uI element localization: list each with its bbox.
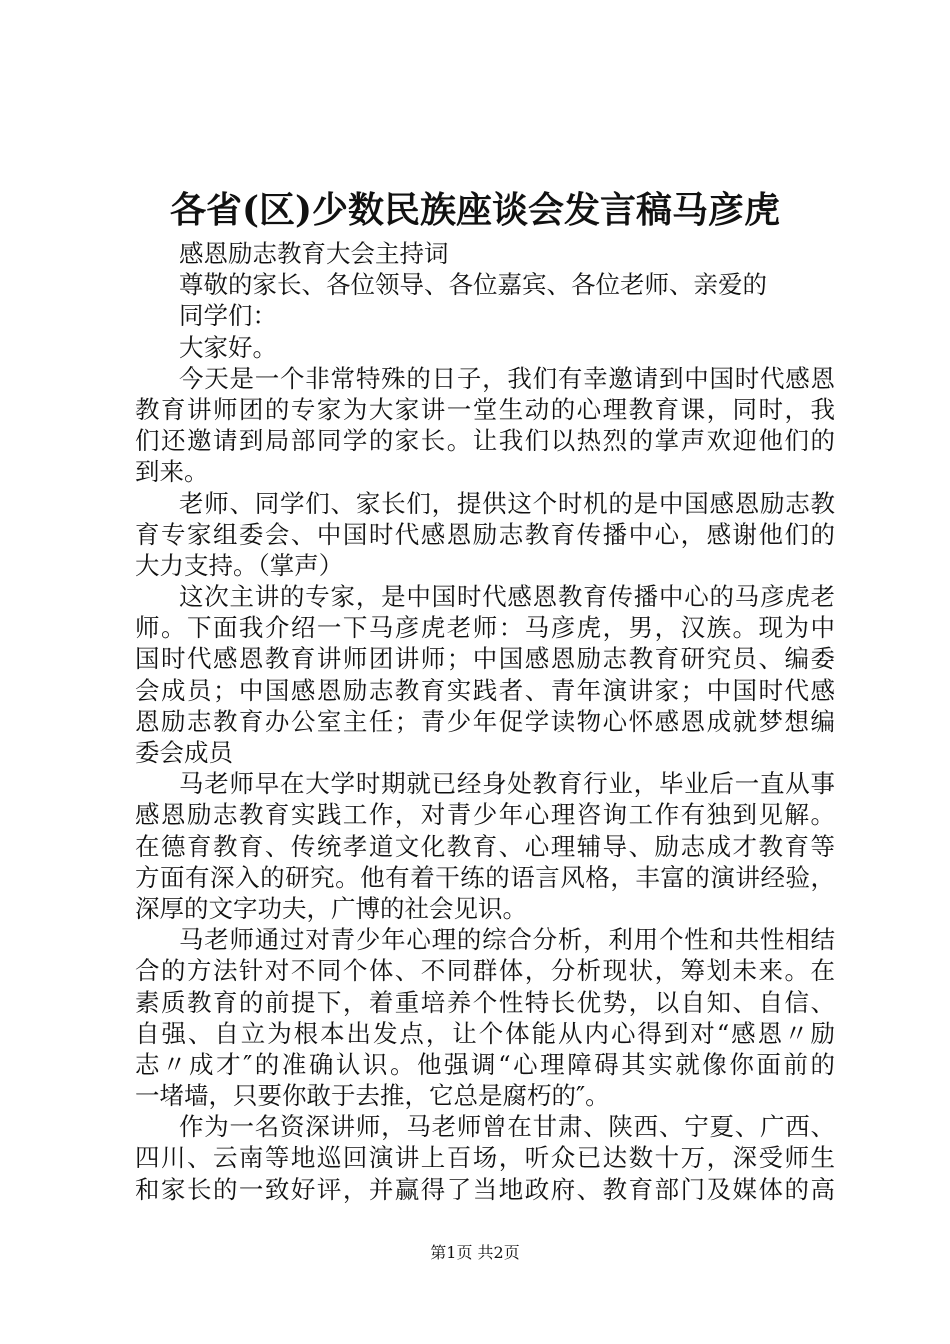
text-line: 方面有深入的研究。他有着干练的语言风格，丰富的演讲经验，	[135, 862, 835, 892]
text-line: 合的方法针对不同个体、不同群体，分析现状，筹划未来。在	[135, 956, 835, 986]
text-line: 恩励志教育办公室主任；青少年促学读物心怀感恩成就梦想编	[135, 706, 835, 736]
text-line: 在德育教育、传统孝道文化教育、心理辅导、励志成才教育等	[135, 831, 835, 861]
text-line: 会成员；中国感恩励志教育实践者、青年演讲家；中国时代感	[135, 675, 835, 705]
document-title: 各省(区)少数民族座谈会发言稿马彦虎	[169, 189, 781, 231]
text-line: 和家长的一致好评，并赢得了当地政府、教育部门及媒体的高	[135, 1174, 835, 1204]
text-line: 国时代感恩教育讲师团讲师；中国感恩励志教育研究员、编委	[135, 644, 835, 674]
text-line: 大家好。	[179, 332, 277, 362]
text-line: 今天是一个非常特殊的日子，我们有幸邀请到中国时代感恩	[179, 363, 835, 393]
text-line: 作为一名资深讲师，马老师曾在甘肃、陕西、宁夏、广西、	[179, 1112, 835, 1142]
text-line: 教育讲师团的专家为大家讲一堂生动的心理教育课，同时，我	[135, 394, 835, 424]
text-line: 到来。	[135, 457, 209, 487]
text-line: 马老师通过对青少年心理的综合分析，利用个性和共性相结	[179, 925, 835, 955]
text-line: 志〃成才″的准确认识。他强调“心理障碍其实就像你面前的	[135, 1049, 835, 1079]
text-line: 四川、云南等地巡回演讲上百场，听众已达数十万，深受师生	[135, 1143, 835, 1173]
text-line: 育专家组委会、中国时代感恩励志教育传播中心，感谢他们的	[135, 519, 835, 549]
text-line: 这次主讲的专家，是中国时代感恩教育传播中心的马彦虎老	[179, 582, 835, 612]
text-line: 深厚的文字功夫，广博的社会见识。	[135, 893, 527, 923]
text-line: 尊敬的家长、各位领导、各位嘉宾、各位老师、亲爱的	[179, 270, 767, 300]
document-body	[135, 238, 835, 1205]
page-number-footer: 第1页 共2页	[430, 1243, 520, 1262]
text-line: 师。下面我介绍一下马彦虎老师：马彦虎，男，汉族。现为中	[135, 613, 835, 643]
text-line: 一堵墙，只要你敢于去推，它总是腐朽的″。	[135, 1081, 610, 1111]
text-line: 们还邀请到局部同学的家长。让我们以热烈的掌声欢迎他们的	[135, 426, 835, 456]
text-line: 老师、同学们、家长们，提供这个时机的是中国感恩励志教	[179, 488, 835, 518]
text-line: 素质教育的前提下，着重培养个性特长优势，以自知、自信、	[135, 987, 835, 1017]
text-line: 大力支持。（掌声）	[135, 550, 344, 580]
text-line: 同学们：	[179, 301, 277, 331]
text-line: 感恩励志教育大会主持词	[179, 239, 449, 268]
text-line: 委会成员	[135, 738, 233, 767]
text-line: 感恩励志教育实践工作，对青少年心理咨询工作有独到见解。	[135, 800, 835, 830]
text-line: 马老师早在大学时期就已经身处教育行业，毕业后一直从事	[179, 769, 835, 799]
text-line: 自强、自立为根本出发点，让个体能从内心得到对“感恩〃励	[135, 1018, 835, 1048]
